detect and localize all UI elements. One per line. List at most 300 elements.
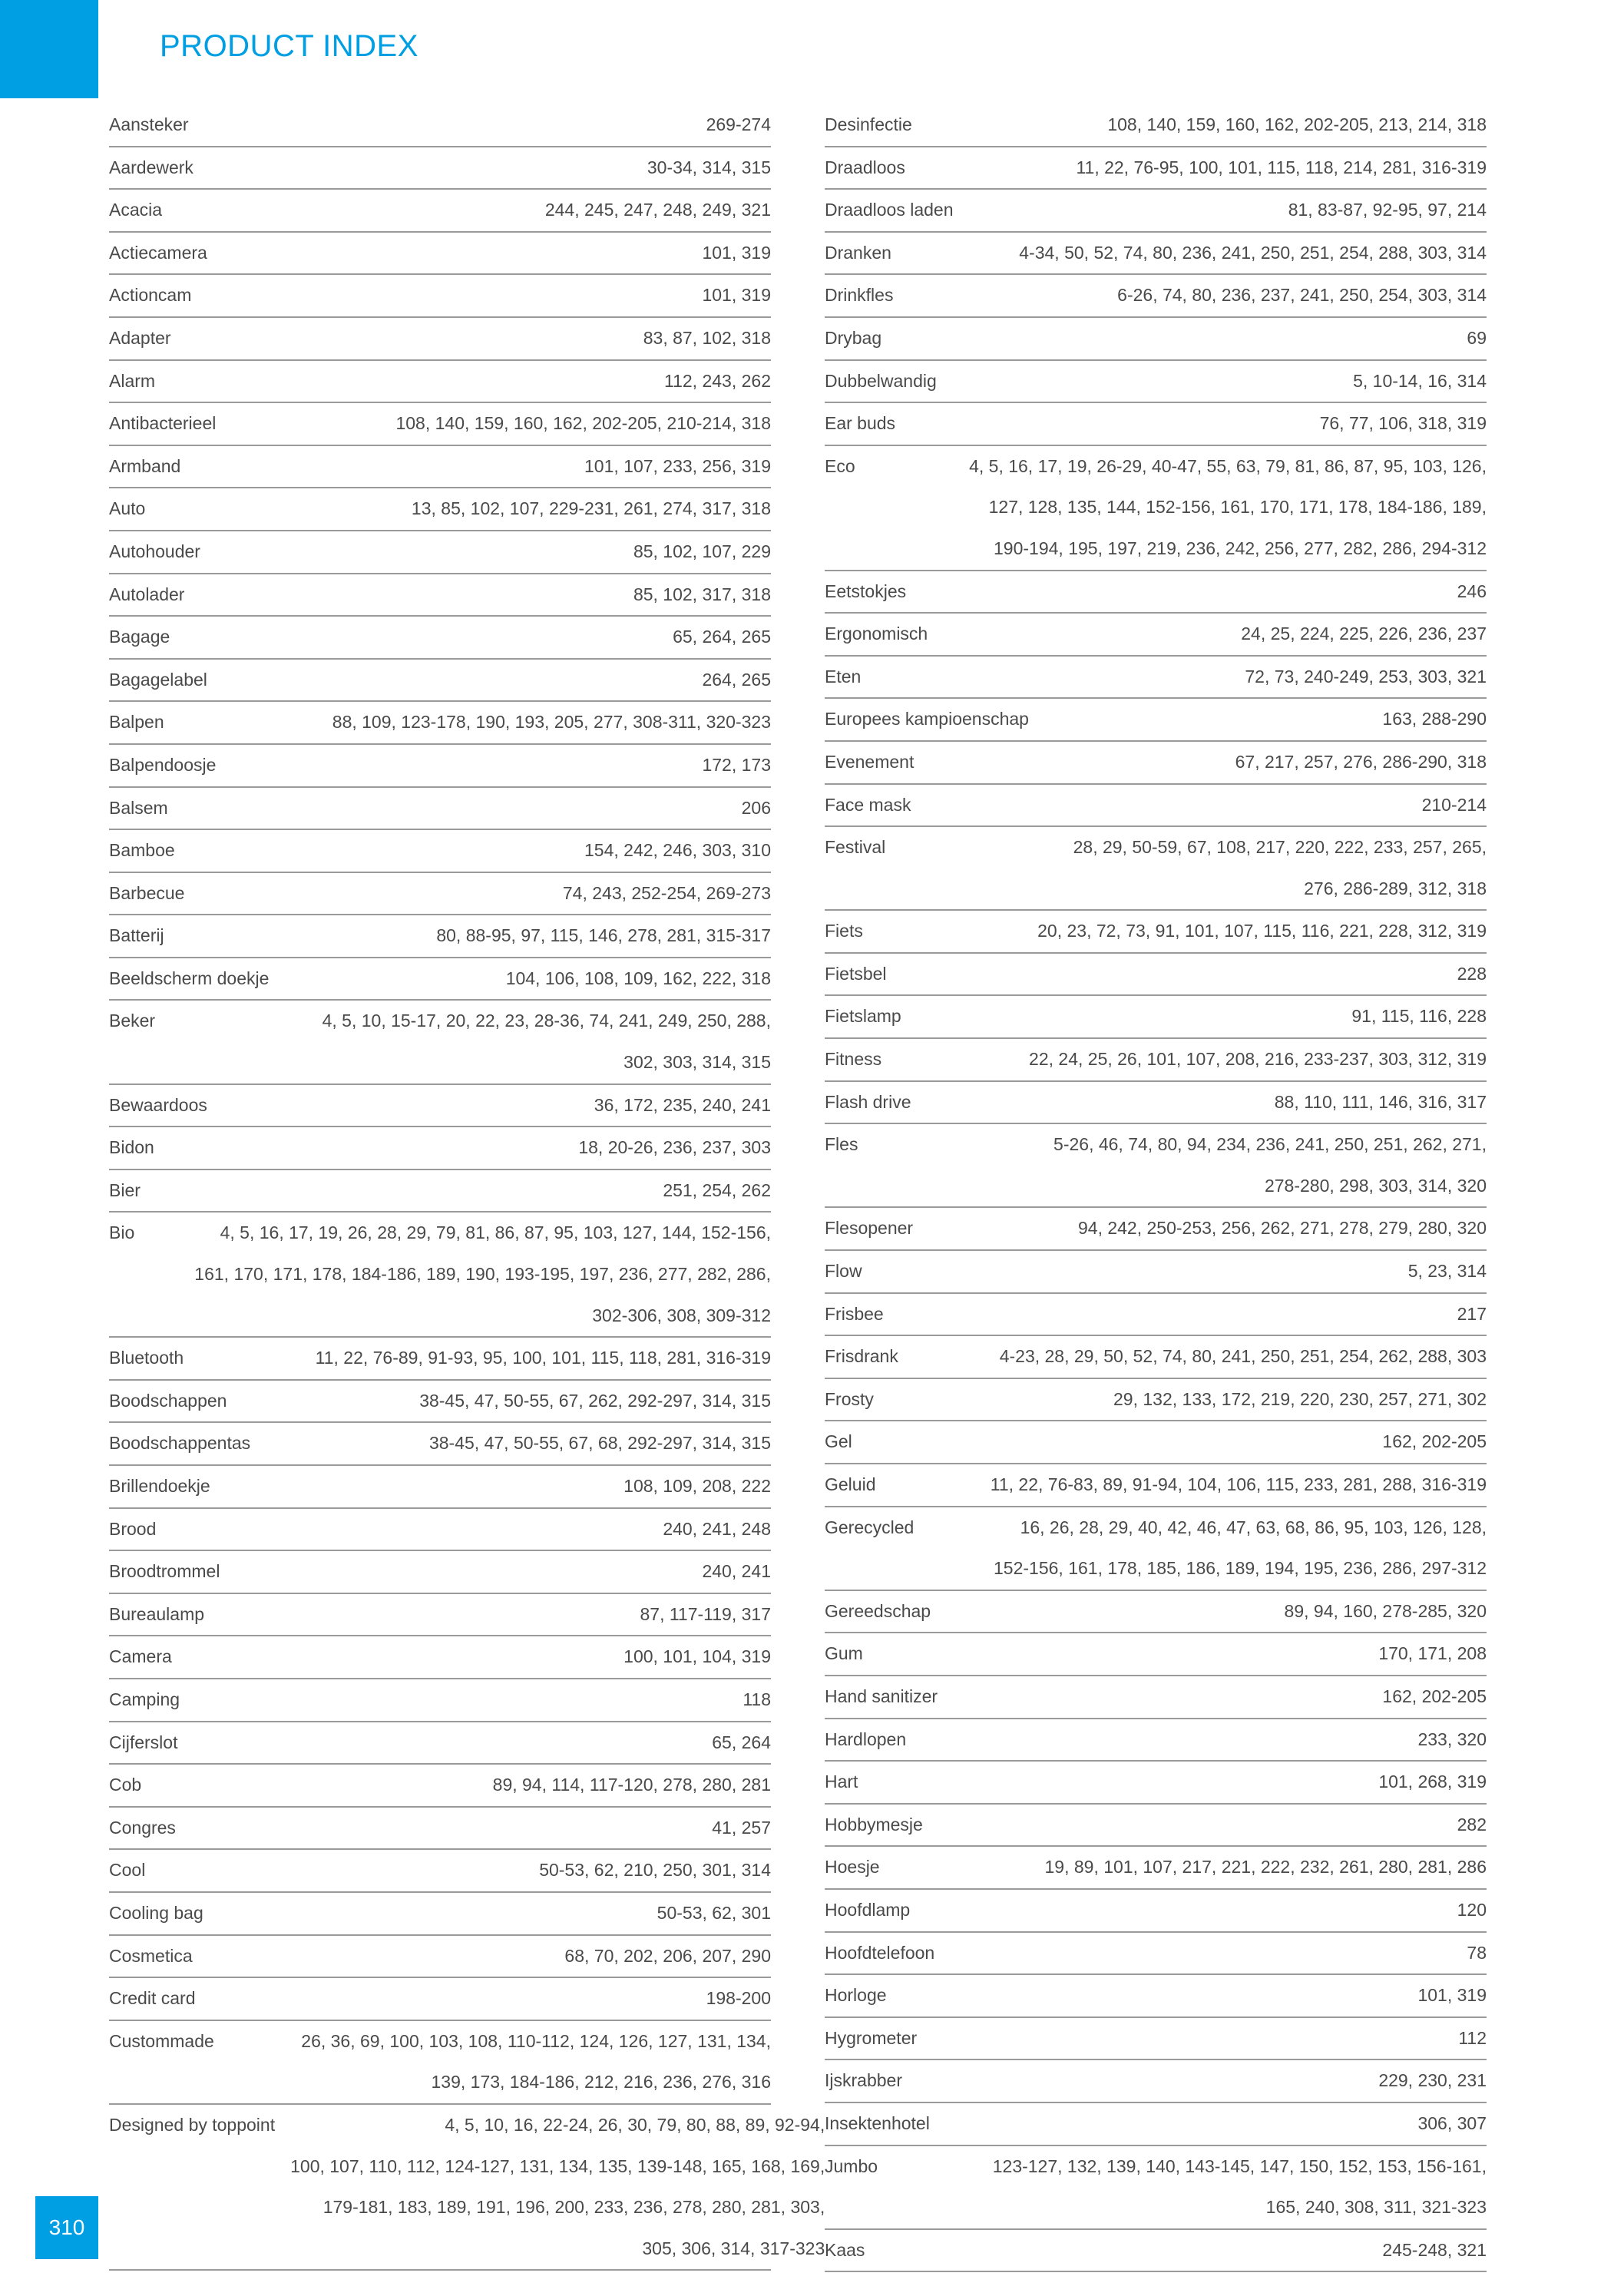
index-term: Fietsbel	[825, 963, 887, 984]
index-entry	[109, 830, 771, 873]
page-number-badge: 310	[35, 2196, 98, 2259]
index-term: Fiets	[825, 921, 863, 941]
index-pages-line: 108, 140, 159, 160, 162, 202-205, 213, 214, 318	[1107, 114, 1487, 134]
index-pages	[889, 1379, 1487, 1421]
index-entry	[109, 745, 771, 788]
index-pages	[873, 1124, 1487, 1206]
index-term: Broodtrommel	[109, 1561, 220, 1582]
index-pages	[196, 446, 771, 488]
index-pages-line: 72, 73, 240-249, 253, 303, 321	[1245, 666, 1487, 686]
index-pages	[230, 2021, 771, 2103]
index-entry	[109, 1423, 771, 1466]
index-pages	[156, 1170, 771, 1212]
index-term: Gum	[825, 1643, 863, 1664]
index-entry	[109, 361, 771, 404]
index-pages-line: 11, 22, 76-95, 100, 101, 115, 118, 214, 281, 316-319	[1076, 157, 1487, 177]
index-pages-line: 50-53, 62, 210, 250, 301, 314	[539, 1860, 771, 1881]
index-entry	[109, 660, 771, 703]
index-entry	[109, 1170, 771, 1213]
index-pages-line: 278-280, 298, 303, 314, 320	[1264, 1175, 1487, 1196]
index-entry	[109, 1213, 771, 1338]
index-pages	[918, 2060, 1487, 2102]
index-pages-line: 228	[1457, 963, 1487, 984]
index-pages-line: 112	[1458, 2027, 1487, 2048]
index-column-right	[825, 104, 1487, 2272]
index-pages	[180, 915, 771, 957]
index-entry	[109, 1722, 771, 1765]
index-pages	[235, 1551, 771, 1593]
index-term: Kaas	[825, 2239, 865, 2260]
index-pages-line: 108, 109, 208, 222	[623, 1476, 771, 1496]
index-pages	[878, 1633, 1487, 1675]
index-pages	[170, 1127, 771, 1169]
index-pages	[190, 830, 771, 872]
index-term: Ear buds	[825, 413, 896, 434]
index-term: Draadloos	[825, 157, 905, 177]
index-pages-line: 4, 5, 10, 16, 22-24, 26, 30, 79, 80, 88, 89, 92-94,	[445, 2114, 825, 2135]
index-term: Bluetooth	[109, 1348, 184, 1368]
index-entry	[825, 1633, 1487, 1676]
index-pages-line: 89, 94, 114, 117-120, 278, 280, 281	[492, 1775, 771, 1795]
index-term: Cool	[109, 1860, 146, 1881]
index-term: Bidon	[109, 1137, 154, 1158]
index-pages-line: 240, 241	[702, 1561, 771, 1582]
index-term: Bio	[109, 1222, 135, 1243]
index-pages	[216, 531, 771, 573]
index-pages	[943, 614, 1487, 655]
index-pages	[891, 1464, 1487, 1506]
index-pages	[969, 190, 1487, 231]
index-entry	[825, 1719, 1487, 1762]
index-pages-line: 24, 25, 224, 225, 226, 236, 237	[1241, 624, 1487, 644]
index-pages	[193, 1722, 771, 1764]
index-pages-line: 38-45, 47, 50-55, 67, 68, 292-297, 314, 315	[428, 1433, 771, 1454]
index-entry	[109, 1085, 771, 1128]
index-term: Frosty	[825, 1388, 874, 1409]
index-entry	[109, 1381, 771, 1424]
index-pages-line: 28, 29, 50-59, 67, 108, 217, 220, 222, 233, 257, 265,	[1073, 837, 1487, 858]
index-pages	[893, 2146, 1487, 2228]
index-entry	[109, 1127, 771, 1170]
index-term: Bureaulamp	[109, 1603, 205, 1624]
index-pages	[195, 1679, 771, 1721]
index-pages-line: 163, 288-290	[1382, 709, 1487, 729]
index-pages	[219, 1893, 771, 1934]
index-column-left	[109, 104, 825, 2271]
index-term: Draadloos laden	[825, 200, 954, 220]
index-pages	[901, 827, 1487, 909]
index-term: Drinkfles	[825, 285, 894, 306]
index-entry	[825, 2146, 1487, 2230]
index-pages	[210, 1978, 771, 2020]
index-entry	[109, 873, 771, 916]
index-pages-line: 198-200	[706, 1988, 771, 2009]
index-term: Hygrometer	[825, 2027, 918, 2048]
index-pages	[911, 403, 1487, 445]
index-term: Custommade	[109, 2030, 214, 2051]
index-pages	[160, 488, 771, 530]
index-term: Eten	[825, 666, 862, 686]
index-entry	[825, 996, 1487, 1039]
index-pages	[231, 745, 771, 786]
index-pages-line: 88, 109, 123-178, 190, 193, 205, 277, 308-311, 320-323	[332, 712, 771, 733]
index-pages-line: 41, 257	[712, 1817, 771, 1838]
index-pages-line: 76, 77, 106, 318, 319	[1319, 413, 1487, 434]
index-term: Actiecamera	[109, 242, 207, 263]
index-entry	[109, 1636, 771, 1679]
index-entry	[825, 403, 1487, 446]
index-term: Hobbymesje	[825, 1814, 923, 1834]
index-pages	[908, 275, 1487, 316]
index-pages-line: 4-34, 50, 52, 74, 80, 236, 241, 250, 251, 254, 288, 303, 314	[1019, 242, 1487, 263]
index-pages	[921, 1719, 1487, 1761]
index-term: Hoofdlamp	[825, 1899, 911, 1920]
index-term: Bier	[109, 1179, 141, 1200]
index-pages	[187, 318, 771, 359]
index-pages	[895, 1847, 1487, 1888]
index-pages	[185, 617, 771, 658]
index-pages-line: 165, 240, 308, 311, 321-323	[1265, 2197, 1487, 2218]
index-pages	[187, 1636, 771, 1678]
index-pages	[220, 1594, 771, 1636]
index-term: Hoesje	[825, 1857, 880, 1877]
index-pages	[878, 1251, 1487, 1292]
index-pages	[226, 1466, 771, 1507]
index-term: Bewaardoos	[109, 1094, 207, 1115]
index-pages-line: 94, 242, 250-253, 256, 262, 271, 278, 279, 280, 320	[1077, 1218, 1487, 1239]
index-pages-line: 6-26, 74, 80, 236, 237, 241, 250, 254, 303, 314	[1117, 285, 1487, 306]
index-entry	[825, 446, 1487, 571]
index-entry	[825, 1124, 1487, 1208]
index-pages-line: 4, 5, 16, 17, 19, 26-29, 40-47, 55, 63, 79, 81, 86, 87, 95, 103, 126,	[969, 455, 1487, 476]
index-entry	[109, 574, 771, 617]
index-entry	[109, 1936, 771, 1979]
index-pages-line: 246	[1457, 581, 1487, 601]
index-term: Fitness	[825, 1049, 882, 1070]
index-term: Autolader	[109, 584, 185, 604]
index-entry	[109, 147, 771, 190]
index-term: Auto	[109, 498, 146, 519]
index-pages	[880, 2230, 1487, 2271]
index-pages	[204, 104, 771, 146]
index-term: Europees kampioenschap	[825, 709, 1029, 729]
index-pages	[868, 1421, 1487, 1463]
index-entry	[109, 1893, 771, 1936]
index-entry	[825, 1847, 1487, 1890]
index-entry	[825, 1464, 1487, 1507]
index-entry	[825, 1251, 1487, 1294]
index-term: Camera	[109, 1646, 172, 1667]
index-entry	[825, 1933, 1487, 1976]
index-pages-line: 4-23, 28, 29, 50, 52, 74, 80, 241, 250, 251, 254, 262, 288, 303	[999, 1346, 1487, 1367]
page-title: PRODUCT INDEX	[160, 29, 418, 63]
index-pages	[932, 2018, 1487, 2059]
index-pages-line: 264, 265	[702, 669, 771, 690]
index-pages	[208, 1936, 771, 1977]
index-term: Autohouder	[109, 541, 200, 561]
index-term: Brillendoekje	[109, 1476, 210, 1496]
index-pages-line: 162, 202-205	[1382, 1686, 1487, 1706]
index-pages-line: 29, 132, 133, 172, 219, 220, 230, 257, 271, 302	[1113, 1388, 1487, 1409]
index-entry	[109, 1679, 771, 1722]
index-pages-line: 5, 23, 314	[1407, 1261, 1487, 1282]
index-term: Dubbelwandig	[825, 370, 937, 391]
index-pages	[899, 1294, 1487, 1335]
index-pages-line: 104, 106, 108, 109, 162, 222, 318	[505, 968, 771, 988]
index-pages-line: 172, 173	[702, 754, 771, 775]
index-pages	[266, 1423, 771, 1464]
index-pages-line: 13, 85, 102, 107, 229-231, 261, 274, 317, 318	[411, 498, 771, 519]
index-entry	[825, 1975, 1487, 2018]
index-term: Balpen	[109, 712, 164, 733]
index-pages-line: 161, 170, 171, 178, 184-186, 189, 190, 193-195, 197, 236, 277, 282, 286,	[194, 1264, 771, 1285]
index-pages-line: 190-194, 195, 197, 219, 236, 242, 256, 277, 282, 286, 294-312	[994, 538, 1487, 558]
index-pages-line: 269-274	[706, 114, 771, 134]
index-entry	[825, 104, 1487, 147]
index-pages	[917, 996, 1487, 1037]
index-term: Fles	[825, 1134, 858, 1155]
index-term: Insektenhotel	[825, 2112, 930, 2133]
index-entry	[109, 1765, 771, 1808]
index-pages-line: 233, 320	[1417, 1729, 1487, 1749]
index-pages-line: 88, 110, 111, 146, 316, 317	[1274, 1091, 1487, 1112]
index-pages	[223, 233, 771, 274]
index-pages-line: 154, 242, 246, 303, 310	[584, 840, 771, 861]
index-entry	[109, 531, 771, 574]
index-entry	[109, 617, 771, 660]
index-term: Antibacterieel	[109, 413, 217, 434]
index-pages	[938, 1805, 1487, 1846]
index-pages	[926, 1082, 1487, 1123]
index-pages-line: 108, 140, 159, 160, 162, 202-205, 210-214, 318	[395, 413, 771, 434]
index-term: Armband	[109, 455, 181, 476]
index-term: Ijskrabber	[825, 2070, 902, 2091]
index-pages-line: 5, 10-14, 16, 314	[1353, 370, 1487, 391]
index-pages	[200, 873, 771, 915]
index-pages-line: 11, 22, 76-89, 91-93, 95, 100, 101, 115, 118, 281, 316-319	[315, 1348, 771, 1368]
index-pages-line: 20, 23, 72, 73, 91, 101, 107, 115, 116, 221, 228, 312, 319	[1037, 921, 1487, 941]
index-pages-line: 26, 36, 69, 100, 103, 108, 110-112, 124, 126, 127, 131, 134,	[301, 2030, 771, 2051]
index-pages-line: 170, 171, 208	[1378, 1643, 1487, 1664]
index-pages-line: 85, 102, 107, 229	[633, 541, 771, 561]
index-entry	[109, 1594, 771, 1637]
index-entry	[109, 104, 771, 147]
index-entry	[109, 915, 771, 958]
index-term: Alarm	[109, 370, 156, 391]
index-pages-line: 305, 306, 314, 317-323	[642, 2238, 825, 2258]
index-pages-line: 206	[741, 797, 771, 818]
index-entry	[825, 318, 1487, 361]
index-term: Flash drive	[825, 1091, 911, 1112]
index-entry	[109, 275, 771, 318]
index-term: Balsem	[109, 797, 168, 818]
index-term: Hoofdtelefoon	[825, 1942, 935, 1963]
index-pages-line: 69	[1467, 327, 1487, 348]
index-term: Cob	[109, 1775, 142, 1795]
index-pages-line: 112, 243, 262	[664, 370, 771, 391]
index-entry	[825, 2230, 1487, 2273]
index-entry	[109, 1338, 771, 1381]
index-term: Drybag	[825, 327, 882, 348]
index-entry	[109, 958, 771, 1001]
index-pages-line: 38-45, 47, 50-55, 67, 262, 292-297, 314, 315	[419, 1390, 771, 1411]
index-pages	[199, 1338, 771, 1379]
index-pages	[929, 1507, 1487, 1590]
index-pages-line: 101, 319	[702, 285, 771, 306]
index-term: Beker	[109, 1011, 156, 1031]
index-term: Cijferslot	[109, 1732, 178, 1752]
index-pages	[1044, 699, 1487, 740]
index-pages	[871, 446, 1487, 570]
index-term: Fietslamp	[825, 1006, 901, 1027]
index-pages-line: 19, 89, 101, 107, 217, 221, 222, 232, 261, 280, 281, 286	[1044, 1857, 1487, 1877]
index-term: Flesopener	[825, 1218, 914, 1239]
index-entry	[109, 788, 771, 831]
index-entry	[109, 2105, 825, 2271]
index-term: Adapter	[109, 327, 171, 348]
index-pages-line: 120	[1457, 1899, 1487, 1920]
index-entry	[825, 2018, 1487, 2061]
index-pages-line: 83, 87, 102, 318	[643, 327, 771, 348]
index-pages	[231, 403, 771, 445]
index-pages	[242, 1381, 771, 1422]
index-entry	[825, 1762, 1487, 1805]
index-entry	[825, 614, 1487, 657]
index-pages	[150, 1213, 771, 1336]
index-pages-line: 91, 115, 116, 228	[1351, 1006, 1487, 1027]
index-term: Beeldscherm doekje	[109, 968, 270, 988]
index-pages	[200, 574, 771, 616]
index-entry	[109, 1808, 771, 1851]
index-entry	[109, 1466, 771, 1509]
index-entry	[825, 1676, 1487, 1719]
index-pages-line: 22, 24, 25, 26, 101, 107, 208, 216, 233-237, 303, 312, 319	[1029, 1049, 1487, 1070]
index-pages-line: 4, 5, 16, 17, 19, 26, 28, 29, 79, 81, 86, 87, 95, 103, 127, 144, 152-156,	[220, 1222, 771, 1243]
index-pages-line: 162, 202-205	[1382, 1431, 1487, 1452]
index-term: Frisdrank	[825, 1346, 898, 1367]
index-pages-line: 101, 107, 233, 256, 319	[584, 455, 771, 476]
index-entry	[825, 1336, 1487, 1379]
index-entry	[109, 1850, 771, 1893]
index-pages-line: 50-53, 62, 301	[657, 1902, 771, 1923]
index-term: Batterij	[109, 925, 164, 946]
index-term: Boodschappen	[109, 1390, 227, 1411]
index-pages	[177, 190, 771, 231]
index-pages	[921, 571, 1487, 613]
index-entry	[825, 1507, 1487, 1591]
index-entry	[825, 699, 1487, 742]
index-entry	[825, 827, 1487, 911]
index-pages	[170, 1001, 771, 1083]
index-pages-line: 18, 20-26, 236, 237, 303	[578, 1137, 771, 1158]
index-term: Actioncam	[109, 285, 192, 306]
index-entry	[109, 190, 771, 233]
index-term: Aardewerk	[109, 157, 193, 177]
index-pages	[929, 742, 1487, 783]
index-entry	[825, 190, 1487, 233]
index-pages-line: 127, 128, 135, 144, 152-156, 161, 170, 171, 178, 184-186, 189,	[988, 497, 1487, 518]
index-entry	[109, 233, 771, 276]
index-term: Dranken	[825, 242, 891, 263]
index-pages-line: 282	[1457, 1814, 1487, 1834]
index-entry	[109, 446, 771, 489]
index-pages-line: 302, 303, 314, 315	[623, 1052, 771, 1073]
index-pages-line: 81, 83-87, 92-95, 97, 214	[1288, 200, 1487, 220]
index-pages-line: 240, 241, 248	[663, 1518, 771, 1539]
index-pages	[873, 1762, 1487, 1803]
index-pages	[914, 1336, 1487, 1378]
index-pages-line: 100, 107, 110, 112, 124-127, 131, 134, 135, 139-148, 165, 168, 169,	[290, 2155, 825, 2176]
index-pages-line: 4, 5, 10, 15-17, 20, 22, 23, 28-36, 74, 241, 249, 250, 288,	[322, 1011, 771, 1031]
index-term: Hand sanitizer	[825, 1686, 938, 1706]
index-pages-line: 100, 101, 104, 319	[623, 1646, 771, 1667]
index-term: Designed by toppoint	[109, 2114, 276, 2135]
index-term: Gel	[825, 1431, 852, 1452]
index-pages-line: 68, 70, 202, 206, 207, 290	[564, 1945, 771, 1966]
index-pages-line: 217	[1457, 1303, 1487, 1324]
index-entry	[825, 361, 1487, 404]
index-pages	[284, 958, 771, 1000]
index-pages-line: 30-34, 314, 315	[647, 157, 771, 177]
index-entry	[825, 1082, 1487, 1125]
index-pages-line: 65, 264, 265	[673, 627, 771, 647]
index-term: Bagage	[109, 627, 170, 647]
index-pages-line: 245-248, 321	[1382, 2239, 1487, 2260]
index-term: Jumbo	[825, 2155, 878, 2176]
index-term: Boodschappentas	[109, 1433, 251, 1454]
index-entry	[825, 147, 1487, 190]
index-term: Cosmetica	[109, 1945, 193, 1966]
index-term: Ergonomisch	[825, 624, 928, 644]
index-term: Frisbee	[825, 1303, 884, 1324]
index-entry	[825, 1890, 1487, 1933]
index-entry	[825, 1379, 1487, 1422]
index-pages	[878, 911, 1487, 952]
index-entry	[109, 702, 771, 745]
index-pages-line: 276, 286-289, 312, 318	[1304, 878, 1487, 898]
index-pages-line: 16, 26, 28, 29, 40, 42, 46, 47, 63, 68, 86, 95, 103, 126, 128,	[1020, 1517, 1487, 1537]
index-pages	[876, 657, 1487, 698]
index-pages-line: 78	[1467, 1942, 1487, 1963]
index-entry	[109, 1509, 771, 1552]
index-pages	[928, 104, 1487, 146]
index-term: Balpendoosje	[109, 754, 217, 775]
index-pages	[171, 1509, 771, 1550]
index-entry	[109, 1551, 771, 1594]
index-pages-line: 67, 217, 257, 276, 286-290, 318	[1235, 751, 1487, 772]
index-pages-line: 244, 245, 247, 248, 249, 321	[544, 200, 771, 220]
index-entry	[109, 488, 771, 531]
index-term: Bagagelabel	[109, 669, 207, 690]
index-pages	[902, 954, 1487, 995]
index-pages	[160, 1850, 771, 1891]
index-pages-line: 101, 319	[1417, 1985, 1487, 2006]
index-term: Gerecycled	[825, 1517, 915, 1537]
index-entry	[825, 657, 1487, 700]
index-pages	[953, 1676, 1487, 1718]
index-term: Hardlopen	[825, 1729, 907, 1749]
index-entry	[825, 275, 1487, 318]
index-pages	[902, 1975, 1487, 2016]
index-pages	[157, 1765, 771, 1806]
corner-accent-block	[0, 0, 98, 98]
index-term: Eetstokjes	[825, 581, 907, 601]
index-pages	[191, 1808, 771, 1849]
index-entry	[109, 1978, 771, 2021]
index-pages	[907, 233, 1487, 274]
index-pages	[290, 2105, 825, 2269]
index-term: Flow	[825, 1261, 862, 1282]
